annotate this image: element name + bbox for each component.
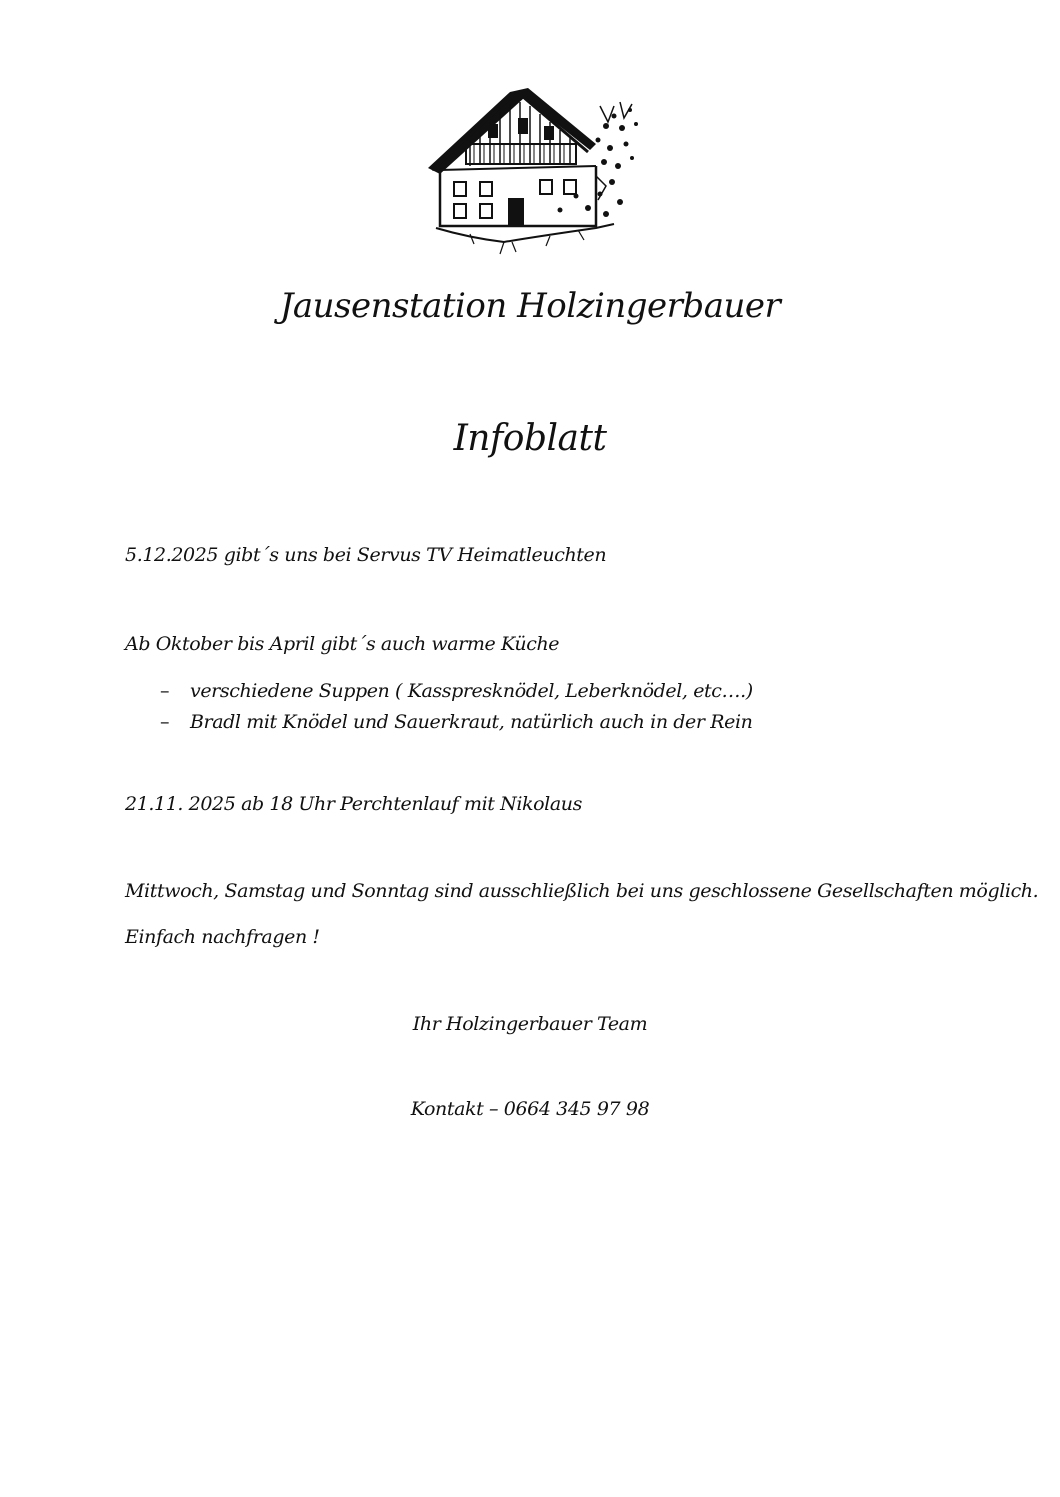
- list-item: [160, 707, 753, 738]
- tv-announcement: 5.12.2025 gibt´s uns bei Servus TV Heimatleuchten: [125, 544, 607, 566]
- list-item-text: verschiedene Suppen ( Kasspresknödel, Leberknödel, etc….): [190, 680, 753, 702]
- private-events-note: Mittwoch, Samstag und Sonntag sind ausschließlich bei uns geschlossene Gesellschaften möglich.: [125, 880, 1039, 902]
- page-subtitle: Infoblatt: [453, 418, 607, 459]
- list-item: [160, 676, 753, 707]
- event-announcement: 21.11. 2025 ab 18 Uhr Perchtenlauf mit Nikolaus: [125, 793, 582, 815]
- list-item-text: Bradl mit Knödel und Sauerkraut, natürlich auch in der Rein: [190, 711, 753, 733]
- page-title: Jausenstation Holzingerbauer: [279, 286, 781, 326]
- winter-menu-intro: Ab Oktober bis April gibt´s auch warme Küche: [125, 633, 560, 655]
- ask-note: Einfach nachfragen !: [125, 926, 320, 948]
- farmhouse-logo: [400, 66, 692, 266]
- signature: Ihr Holzingerbauer Team: [412, 1013, 648, 1035]
- winter-menu-list: [160, 676, 753, 738]
- contact-info: Kontakt – 0664 345 97 98: [410, 1098, 650, 1120]
- list-dash: –: [160, 711, 170, 733]
- list-dash: –: [160, 680, 170, 702]
- farmhouse-sketch-icon: [400, 66, 692, 266]
